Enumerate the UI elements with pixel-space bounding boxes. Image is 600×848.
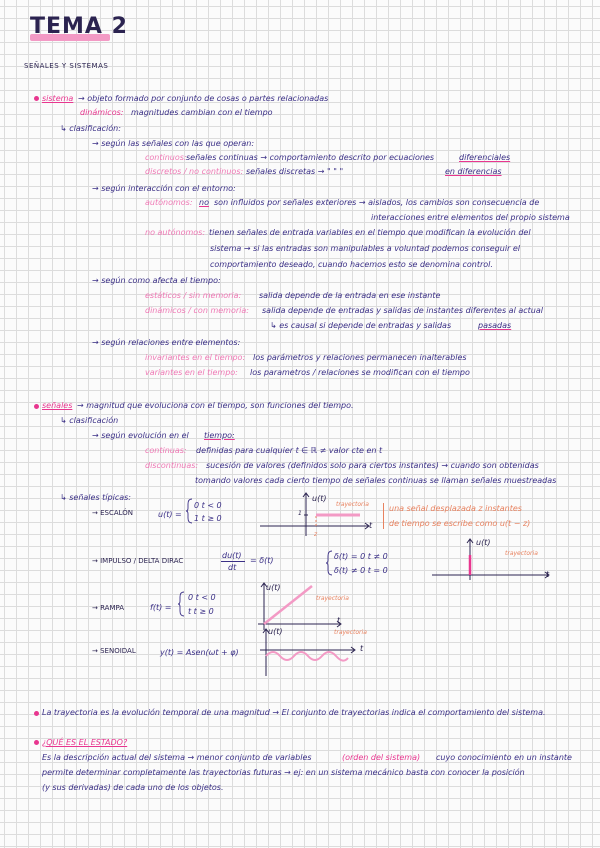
criterio-3: → según como afecta el tiempo: <box>92 276 221 285</box>
criterio-1: → según las señales con las que operan: <box>92 139 255 148</box>
escalon-note-1: una señal desplazada z instantes <box>389 504 522 513</box>
rampa-xlabel: t <box>337 616 341 625</box>
senoidal-label: → SENOIDAL <box>92 647 136 655</box>
subtitle: SEÑALES Y SISTEMAS <box>24 62 109 70</box>
impulso-brace <box>326 550 334 576</box>
rampa-trayectoria-label: trayectoria <box>316 595 349 602</box>
causal-note: ↳ es causal si depende de entradas y salidas <box>270 321 452 330</box>
escalon-case-1: 0 t < 0 <box>194 501 222 510</box>
impulso-num: du(t) <box>222 551 242 560</box>
invariantes-label: invariantes en el tiempo: <box>145 353 246 362</box>
autonomos-label: autónomos: <box>145 198 193 207</box>
estado-line-1a: Es la descripción actual del sistema → menor conjunto de variables <box>42 753 312 762</box>
estado-line-1b: (orden del sistema) <box>342 753 421 762</box>
discretos-def: señales discretas → " " " <box>246 167 344 176</box>
autonomos-def2: interacciones entre elementos del propio sistema <box>371 213 570 222</box>
discontinuas-label: discontinuas: <box>145 461 199 470</box>
fraction-bar <box>221 561 245 562</box>
impulso-trayectoria-label: trayectoria <box>505 550 538 557</box>
criterio-4: → según relaciones entre elementos: <box>92 338 241 347</box>
impulso-label: → IMPULSO / DELTA DIRAC <box>92 557 184 565</box>
senoidal-formula: y(t) = Asen(ωt + φ) <box>160 648 239 657</box>
bullet-dot <box>34 96 39 101</box>
escalon-tick-z: z <box>314 531 318 538</box>
bullet-dot <box>34 404 39 409</box>
estaticos-def: salida depende de la entrada en ese instante <box>259 291 441 300</box>
escalon-ylabel: u(t) <box>312 494 327 503</box>
rampa-brace <box>178 591 186 617</box>
escalon-case-2: 1 t ≥ 0 <box>194 514 222 523</box>
trayectoria-text: La trayectoria es la evolución temporal de una magnitud → El conjunto de trayectorias indica el comportamiento del sistema. <box>42 708 546 717</box>
senales-term: señales <box>42 401 73 410</box>
estado-line-3: (y sus derivadas) de cada uno de los objetos. <box>42 783 224 792</box>
rampa-case-2: t t ≥ 0 <box>188 607 214 616</box>
senoidal-trayectoria-label: trayectoria <box>334 629 367 636</box>
escalon-tick-1: 1 <box>298 510 302 517</box>
autonomos-def: son influidos por señales exteriores → aislados, los cambios son consecuencia de <box>214 198 540 207</box>
noautonomos-label: no autónomos: <box>145 228 206 237</box>
escalon-brace <box>186 498 194 524</box>
impulso-ylabel: u(t) <box>476 538 491 547</box>
escalon-note-bar <box>383 503 384 529</box>
impulso-den: dt <box>228 563 237 572</box>
sistema-term: sistema <box>42 94 74 103</box>
noautonomos-def2: sistema → si las entradas son manipulables a voluntad podemos conseguir el <box>210 244 521 253</box>
escalon-formula: u(t) = <box>158 510 182 519</box>
estado-line-1c: cuyo conocimiento en un instante <box>436 753 572 762</box>
impulso-case-2: δ(t) ≠ 0 t = 0 <box>334 566 388 575</box>
senales-def: → magnitud que evoluciona con el tiempo, son funciones del tiempo. <box>77 401 354 410</box>
continuos-def: señales continuas → comportamiento descrito por ecuaciones <box>186 153 435 162</box>
impulso-case-1: δ(t) = 0 t ≠ 0 <box>334 552 388 561</box>
rampa-formula: f(t) = <box>150 603 172 612</box>
escalon-label: → ESCALÓN <box>92 509 134 517</box>
invariantes-def: los parámetros y relaciones permanecen inalterables <box>253 353 467 362</box>
sine-trajectory <box>266 652 348 661</box>
noautonomos-def: tienen señales de entrada variables en el tiempo que modifican la evolución del <box>209 228 531 237</box>
discretos-def2: en diferencias <box>445 167 502 176</box>
escalon-note-2: de tiempo se escribe como u(t − z) <box>389 519 531 528</box>
senales-criterio-1b: tiempo: <box>204 431 235 440</box>
senoidal-ylabel: u(t) <box>268 627 283 636</box>
discontinuas-def: sucesión de valores (definidos solo para ciertos instantes) → cuando son obtenidas <box>206 461 539 470</box>
dinamicos-label: dinámicos: <box>80 108 124 117</box>
criterio-2: → según interacción con el entorno: <box>92 184 236 193</box>
variantes-def: los parametros / relaciones se modifican con el tiempo <box>250 368 470 377</box>
variantes-label: variantes en el tiempo: <box>145 368 238 377</box>
discretos-label: discretos / no continuos: <box>145 167 244 176</box>
sistema-clasificacion: ↳ clasificación: <box>60 124 121 133</box>
estado-line-2: permite determinar completamente las trayectorias futuras → ej: en un sistema mecánico basta con conocer la posición <box>42 768 525 777</box>
rampa-case-1: 0 t < 0 <box>188 593 216 602</box>
senoidal-xlabel: t <box>360 644 364 653</box>
dinamicos2-label: dinámicos / con memoria: <box>145 306 249 315</box>
impulso-graph <box>430 536 555 584</box>
senales-tipicas: ↳ señales típicas: <box>60 493 131 502</box>
estado-question: ¿QUÉ ES EL ESTADO? <box>42 738 128 747</box>
continuas-def: definidas para cualquier t ∈ ℝ ≠ valor cte en t <box>196 446 383 455</box>
rampa-label: → RAMPA <box>92 604 125 612</box>
causal-note-pasadas: pasadas <box>478 321 512 330</box>
escalon-xlabel: t <box>369 521 373 530</box>
continuos-label: continuos: <box>145 153 187 162</box>
escalon-trayectoria-label: trayectoria <box>336 501 369 508</box>
sistema-def: → objeto formado por conjunto de cosas o partes relacionadas <box>78 94 329 103</box>
impulso-eq: = δ(t) <box>250 556 274 565</box>
page-title: TEMA 2 <box>30 14 128 39</box>
impulso-xlabel: t <box>546 570 550 579</box>
rampa-ylabel: u(t) <box>266 583 281 592</box>
senales-clasificacion: ↳ clasificación <box>60 416 119 425</box>
bullet-dot <box>34 711 39 716</box>
dinamicos-def: magnitudes cambian con el tiempo <box>131 108 273 117</box>
bullet-dot <box>34 740 39 745</box>
estaticos-label: estáticos / sin memoria: <box>145 291 242 300</box>
dinamicos2-def: salida depende de entradas y salidas de instantes diferentes al actual <box>262 306 543 315</box>
autonomos-no: no <box>199 198 209 207</box>
discontinuas-def2: tomando valores cada cierto tiempo de señales continuas se llaman señales muestreadas <box>195 476 557 485</box>
continuos-def2: diferenciales <box>459 153 511 162</box>
continuas-label: continuas: <box>145 446 187 455</box>
noautonomos-def3: comportamiento deseado, cuando hacemos esto se denomina control. <box>210 260 493 269</box>
senales-criterio-1: → según evolución en el <box>92 431 189 440</box>
